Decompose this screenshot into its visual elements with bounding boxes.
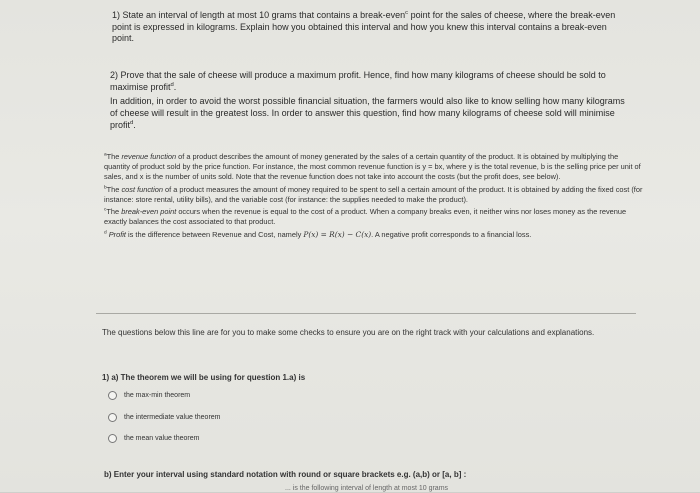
term-cost-function: cost function [121, 184, 163, 194]
option-max-min-theorem[interactable] [108, 391, 190, 400]
check-question-1b: b) Enter your interval using standard notation with round or square brackets e.g. (a,b) or [a, b] : [104, 470, 467, 479]
question-1-text-cont: point for the sales of cheese, where the break-even point is expressed in kilograms. Explain how you obtained this interval and how you knew this interval contains a break-even point. [112, 10, 616, 44]
footnote-text: occurs when the revenue is equal to the cost of a product. When a company breaks even, it neither wins nor loses money as the revenue exactly balances the cost associated to that product. [104, 207, 627, 227]
question-2-part-2-text: In addition, in order to avoid the worst possible financial situation, the farmers would also like to know selling how many kilograms of cheese will result in the greatest loss. In order to answer this question, find how many kilograms of cheese sold will minimise profit [110, 96, 625, 130]
footnote-lead: The [106, 152, 122, 161]
footnote-text: is the difference between Revenue and Cost, namely [125, 229, 304, 239]
footnote-d [104, 230, 644, 240]
question-1-text: 1) State an interval of length at most 10 grams that contains a break-even [112, 10, 406, 20]
footnote-mark: b [104, 185, 107, 191]
check-question-1a: 1) a) The theorem we will be using for question 1.a) is [102, 373, 306, 382]
footnote-mark: c [104, 207, 107, 213]
term-revenue-function: revenue function [121, 152, 177, 161]
option-label: the max-min theorem [124, 392, 191, 399]
option-mean-value-theorem[interactable] [108, 434, 200, 443]
footnote-ref-d: d [130, 119, 134, 126]
cutoff-text: ... is the following interval of length at most 10 grams [285, 485, 449, 492]
radio-button[interactable] [108, 413, 117, 422]
period: . [173, 81, 177, 92]
profit-formula: P(x) = R(x) − C(x) [303, 229, 372, 239]
question-2-part-1 [110, 70, 630, 93]
footnote-lead: The [106, 184, 122, 194]
footnote-text: of a product measures the amount of money required to be spent to sell a certain amount of the product. It is obtained by adding the fixed cost (for instance: store rental, utility bills), and the variable cost (for instance: the supplies needed to make the product). [104, 184, 643, 204]
question-2 [110, 70, 630, 134]
footnote-ref-d: d [170, 81, 174, 88]
term-profit: Profit [108, 229, 126, 239]
question-2-part-2 [110, 96, 630, 131]
question-1 [112, 10, 617, 45]
footnote-text: . A negative profit corresponds to a financial loss. [371, 229, 532, 239]
footnote-text: of a product describes the amount of money generated by the sales of a certain quantity of the product. It is obtained by multiplying the quantity of product sold by the price function. For instance, the most common revenue function is y = bx, where y is the total revenue, b is the selling price per unit of sales, and x is the number of units sold. Note that the revenue function does not take into account the costs (but the profit does, see below). [104, 152, 641, 182]
footnote-lead: The [106, 207, 122, 217]
radio-button[interactable] [108, 434, 117, 443]
footnote-a [104, 152, 644, 183]
checks-intro: The questions below this line are for you to make some checks to ensure you are on the right track with your calculations and explanations. [102, 328, 595, 337]
section-divider [96, 313, 636, 314]
footnote-b [104, 185, 644, 205]
period: . [133, 119, 136, 130]
option-intermediate-value-theorem[interactable] [108, 413, 221, 422]
radio-button[interactable] [108, 391, 117, 400]
footnote-mark: d [104, 230, 107, 236]
footnote-ref-c: c [405, 10, 409, 16]
footnote-c [104, 207, 644, 227]
footnotes [104, 152, 644, 242]
question-2-part-1-text: 2) Prove that the sale of cheese will produce a maximum profit. Hence, find how many kilograms of cheese should be sold to maximise profit [110, 70, 606, 92]
option-label: the intermediate value theorem [124, 414, 221, 421]
option-label: the mean value theorem [124, 435, 200, 442]
term-break-even-point: break-even point [121, 207, 177, 217]
footnote-mark: a [104, 152, 107, 158]
